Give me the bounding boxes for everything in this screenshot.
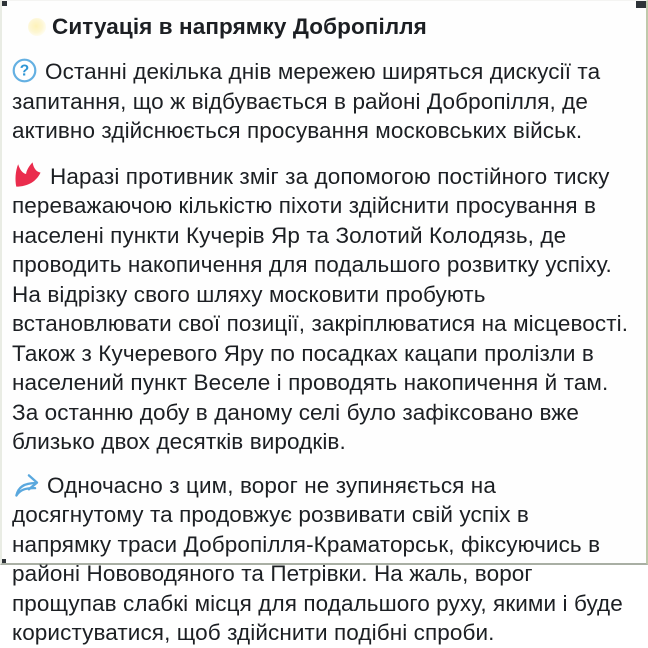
paragraph-further-push-text: Одночасно з цим, ворог не зупиняється на досягнутому та продовжує розвивати свій успіх в напрямку траси Добропілля-Краматорськ, фіксуючись в районі Нововодяного та Петрівки. На жаль, ворог прощупав слабкі місця для подальшого руху, якими і буде користуватися, щоб здійснити подібні спроби. bbox=[12, 472, 623, 645]
question-circle-icon bbox=[12, 58, 37, 83]
sparkle-yellow-icon bbox=[28, 18, 46, 36]
crop-artifact-top-right bbox=[636, 1, 646, 8]
svg-text:?: ? bbox=[19, 62, 30, 80]
message-title bbox=[28, 12, 632, 41]
share-arrow-icon bbox=[12, 472, 39, 497]
red-down-arrow-icon bbox=[12, 160, 42, 188]
crop-artifact-top-left bbox=[2, 1, 7, 6]
crop-artifact-bottom-left bbox=[2, 559, 6, 563]
paragraph-intro bbox=[12, 57, 632, 146]
message-title-text: Ситуація в напрямку Добропілля bbox=[52, 14, 427, 39]
paragraph-enemy-advance bbox=[12, 160, 632, 457]
paragraph-enemy-advance-text: Наразі противник зміг за допомогою постійного тиску переважаючою кількістю піхоти здійснити просування в населені пункти Кучерів Яр та Золотий Колодязь, де проводить накопичення для подальшого розвитку успіху. На відрізку свого шляху московити пробують встановлювати свої позиції, закріплюватися на місцевості. Також з Кучеревого Яру по посадках кацапи пролізли в населений пункт Веселе і проводять накопичення й там. За останню добу в даному селі було зафіксовано вже близько двох десятків виродків. bbox=[12, 163, 629, 454]
paragraph-further-push bbox=[12, 471, 632, 648]
paragraph-intro-text: Останні декілька днів мережею ширяться дискусії та запитання, що ж відбувається в районі Добропілля, де активно здійснюється просування московських військ. bbox=[12, 59, 601, 143]
